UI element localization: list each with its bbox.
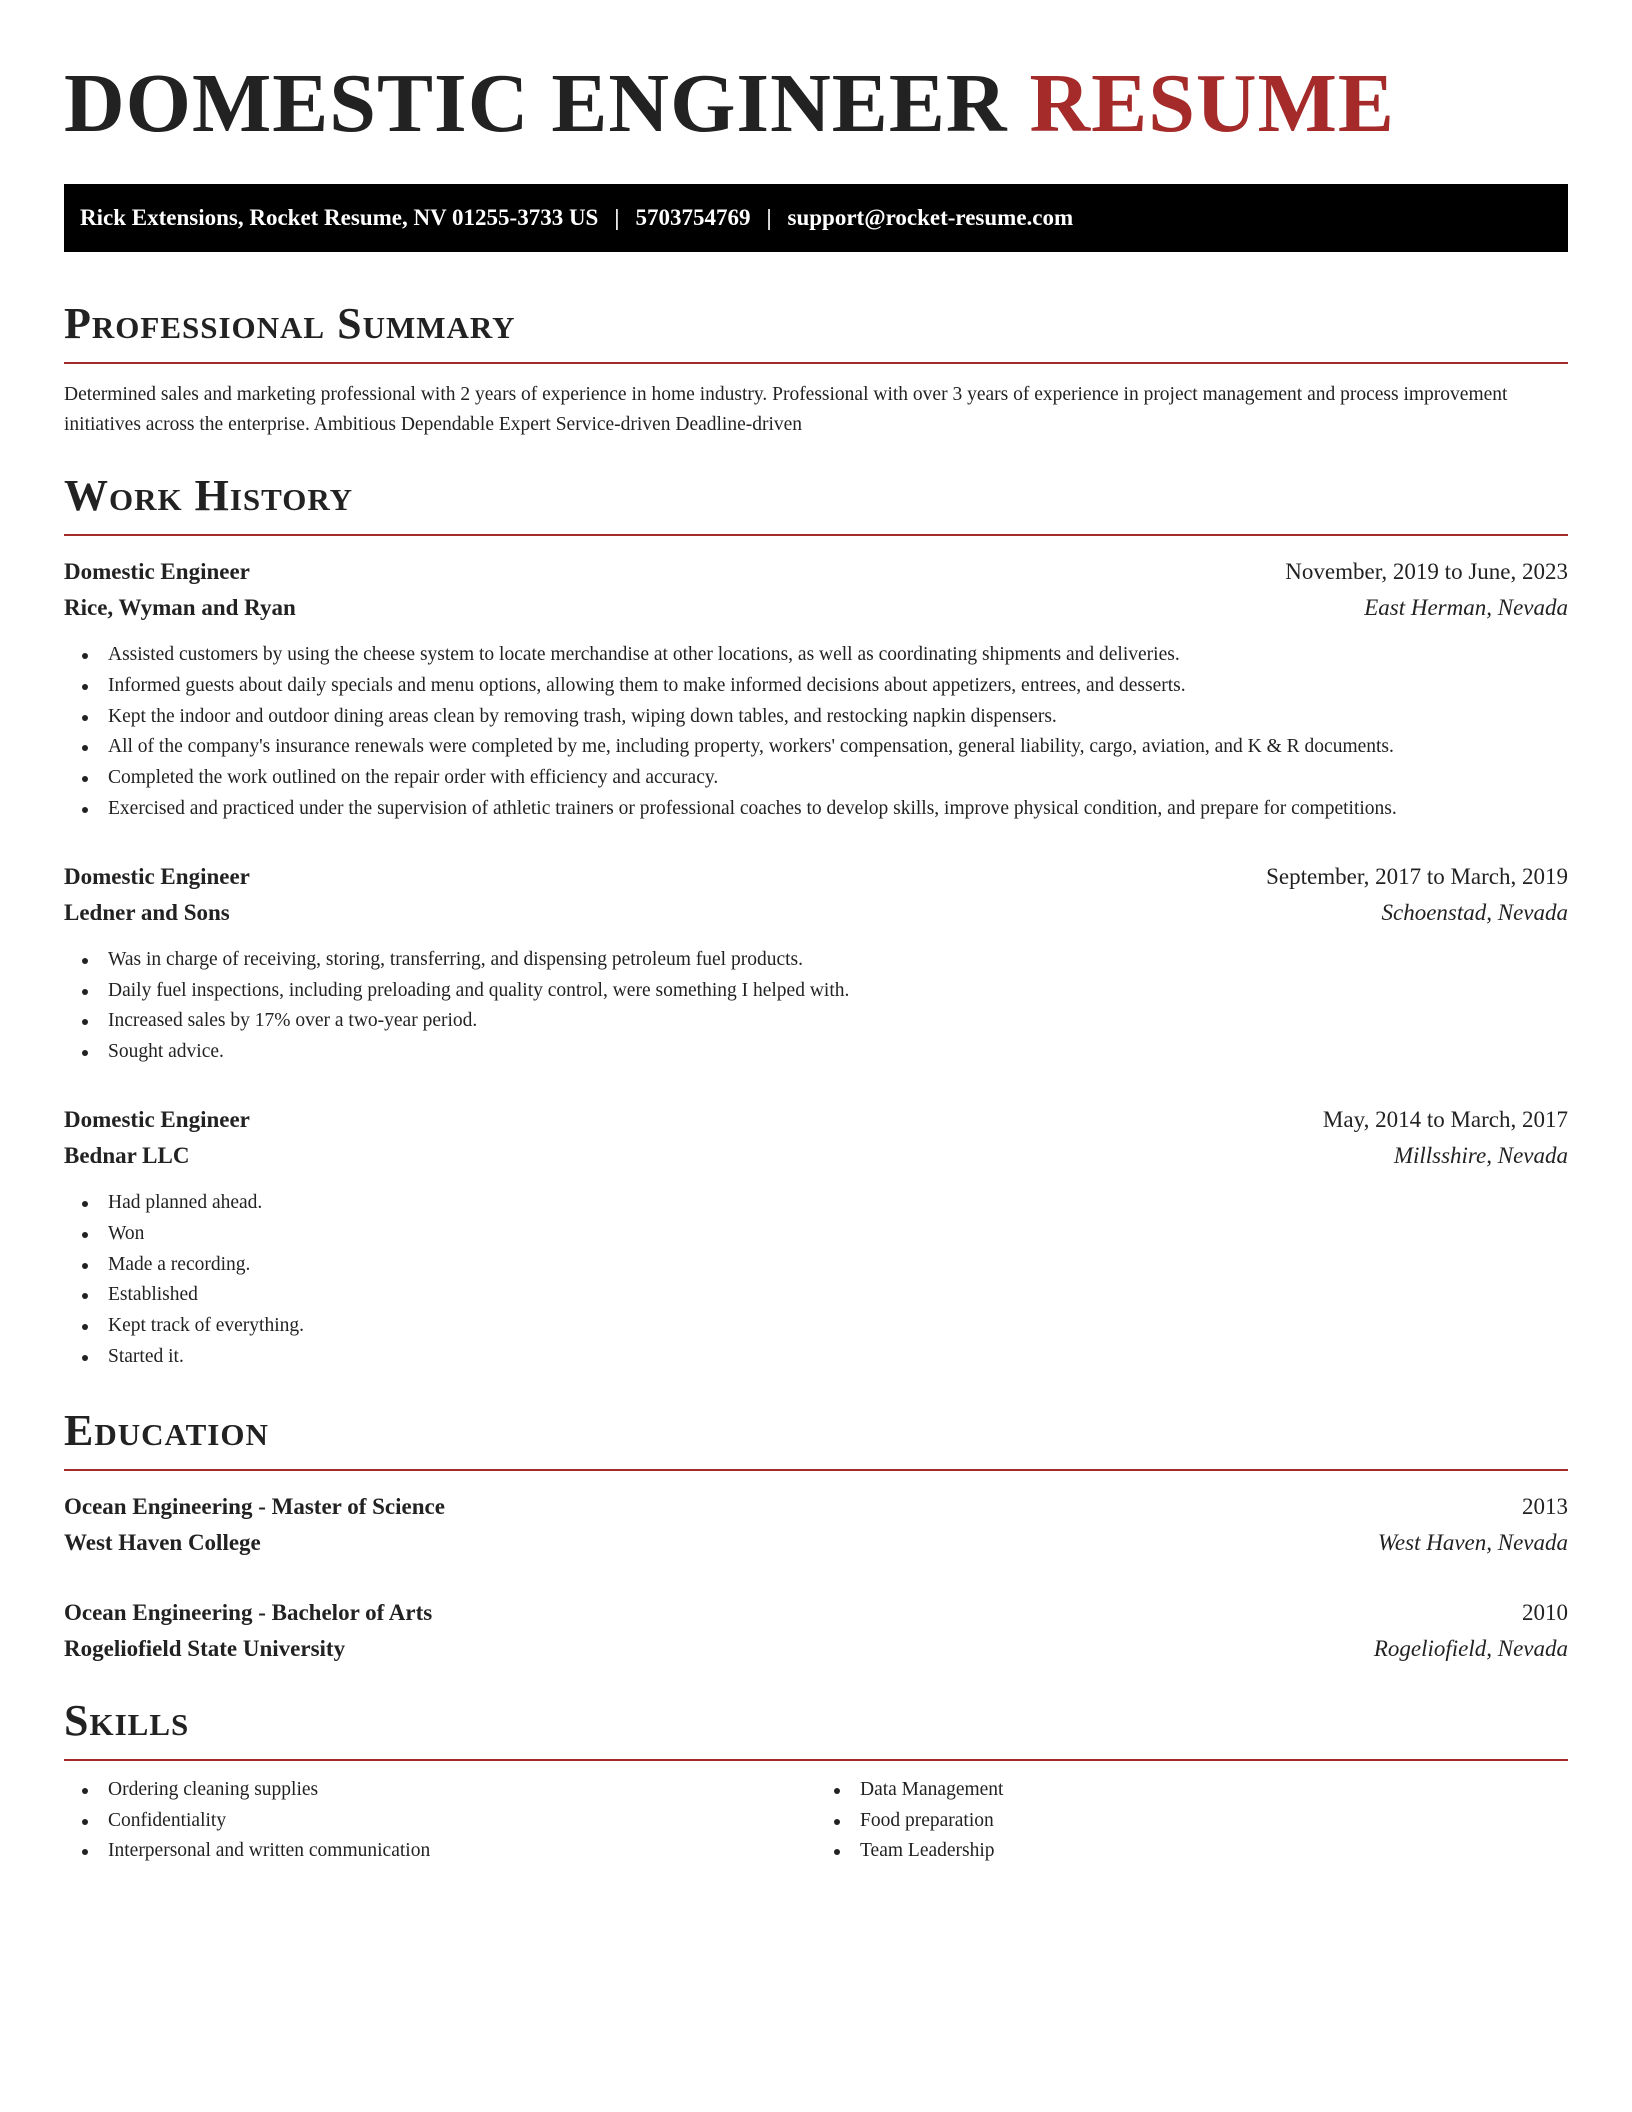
job-company-row: [64, 895, 1568, 931]
job-entry: [64, 859, 1568, 1068]
summary-text: Determined sales and marketing professional with 2 years of experience in home industry. Professional with over 3 years of experience in project management and process improvement initiatives across the enterprise. Ambitious Dependable Expert Service-driven Deadline-driven: [64, 384, 1508, 435]
list-item: Kept track of everything.: [108, 1311, 1568, 1342]
list-item: Started it.: [108, 1342, 1568, 1373]
list-item: Exercised and practiced under the supervision of athletic trainers or professional coaches to develop skills, improve physical condition, and prepare for competitions.: [108, 794, 1568, 825]
list-item: Kept the indoor and outdoor dining areas clean by removing trash, wiping down tables, and restocking napkin dispensers.: [108, 702, 1568, 733]
education-location: West Haven, Nevada: [1377, 1529, 1568, 1555]
job-header-row: [64, 554, 1568, 590]
job-location: East Herman, Nevada: [1364, 595, 1568, 620]
education-entry: [64, 1489, 1568, 1561]
contact-separator: |: [614, 205, 620, 230]
skill-item: Interpersonal and written communication: [108, 1836, 816, 1867]
skills-section: [64, 1695, 1568, 1867]
title-accent: RESUME: [1029, 57, 1395, 150]
job-dates: May, 2014 to March, 2017: [1322, 1106, 1568, 1132]
contact-address: Rick Extensions, Rocket Resume, NV 01255-3733 US: [80, 205, 599, 230]
education-school: West Haven College: [64, 1529, 261, 1555]
skill-item: Food preparation: [860, 1806, 1568, 1837]
skill-item: Team Leadership: [860, 1836, 1568, 1867]
list-item: Assisted customers by using the cheese system to locate merchandise at other locations, as well as coordinating shipments and deliveries.: [108, 640, 1568, 671]
education-section: [64, 1405, 1568, 1667]
job-title: Domestic Engineer: [64, 559, 250, 584]
list-item: Sought advice.: [108, 1037, 1568, 1068]
job-bullet-list: [64, 945, 1568, 1068]
job-dates: September, 2017 to March, 2019: [1266, 863, 1568, 889]
list-item: Completed the work outlined on the repair order with efficiency and accuracy.: [108, 763, 1568, 794]
work-history-section: [64, 470, 1568, 1373]
job-company-row: [64, 590, 1568, 626]
section-heading-education: Education: [64, 1405, 1568, 1471]
list-item: Increased sales by 17% over a two-year period.: [108, 1006, 1568, 1037]
job-title: Domestic Engineer: [64, 1106, 250, 1132]
skill-item: Ordering cleaning supplies: [108, 1775, 816, 1806]
job-entry: [64, 554, 1568, 825]
skills-list-left: [64, 1775, 816, 1867]
job-company: Bednar LLC: [64, 1142, 190, 1168]
skill-item: Data Management: [860, 1775, 1568, 1806]
education-school: Rogeliofield State University: [64, 1635, 346, 1661]
contact-separator: |: [766, 205, 772, 230]
job-company-row: [64, 1138, 1568, 1174]
job-company: Ledner and Sons: [64, 899, 230, 925]
job-title: Domestic Engineer: [64, 863, 250, 889]
education-school-row: [64, 1525, 1568, 1561]
job-bullet-list: [64, 640, 1568, 825]
job-bullet-list: [64, 1188, 1568, 1373]
section-heading-work-history: Work History: [64, 470, 1568, 536]
job-header-row: [64, 859, 1568, 895]
skills-list-right: [816, 1775, 1568, 1867]
resume-title: [64, 56, 1568, 152]
education-school-row: [64, 1631, 1568, 1667]
contact-phone: 5703754769: [635, 205, 751, 230]
job-entry: [64, 1102, 1568, 1373]
summary-section: [64, 298, 1568, 440]
list-item: Made a recording.: [108, 1250, 1568, 1281]
list-item: Was in charge of receiving, storing, transferring, and dispensing petroleum fuel products.: [108, 945, 1568, 976]
job-dates: November, 2019 to June, 2023: [1285, 559, 1568, 584]
job-location: Schoenstad, Nevada: [1381, 899, 1568, 925]
list-item: Daily fuel inspections, including preloading and quality control, were something I helped with.: [108, 976, 1568, 1007]
list-item: Won: [108, 1219, 1568, 1250]
education-degree: Ocean Engineering - Master of Science: [64, 1493, 445, 1519]
education-location: Rogeliofield, Nevada: [1373, 1635, 1568, 1661]
education-year: 2013: [1522, 1493, 1568, 1519]
list-item: Informed guests about daily specials and menu options, allowing them to make informed decisions about appetizers, entrees, and desserts.: [108, 671, 1568, 702]
job-location: Millsshire, Nevada: [1393, 1142, 1568, 1168]
job-header-row: [64, 1102, 1568, 1138]
contact-bar: [64, 184, 1568, 252]
contact-email: support@rocket-resume.com: [787, 205, 1074, 230]
education-entry: [64, 1595, 1568, 1667]
list-item: All of the company's insurance renewals were completed by me, including property, workers' compensation, general liability, cargo, aviation, and K & R documents.: [108, 732, 1568, 763]
section-heading-summary: Professional Summary: [64, 298, 1568, 364]
education-degree: Ocean Engineering - Bachelor of Arts: [64, 1599, 433, 1625]
section-heading-skills: Skills: [64, 1695, 1568, 1761]
job-company: Rice, Wyman and Ryan: [64, 595, 296, 620]
list-item: Had planned ahead.: [108, 1188, 1568, 1219]
title-main: DOMESTIC ENGINEER: [64, 57, 1008, 150]
list-item: Established: [108, 1280, 1568, 1311]
skills-grid: [64, 1775, 1568, 1867]
education-degree-row: [64, 1595, 1568, 1631]
education-degree-row: [64, 1489, 1568, 1525]
education-year: 2010: [1522, 1599, 1568, 1625]
skill-item: Confidentiality: [108, 1806, 816, 1837]
